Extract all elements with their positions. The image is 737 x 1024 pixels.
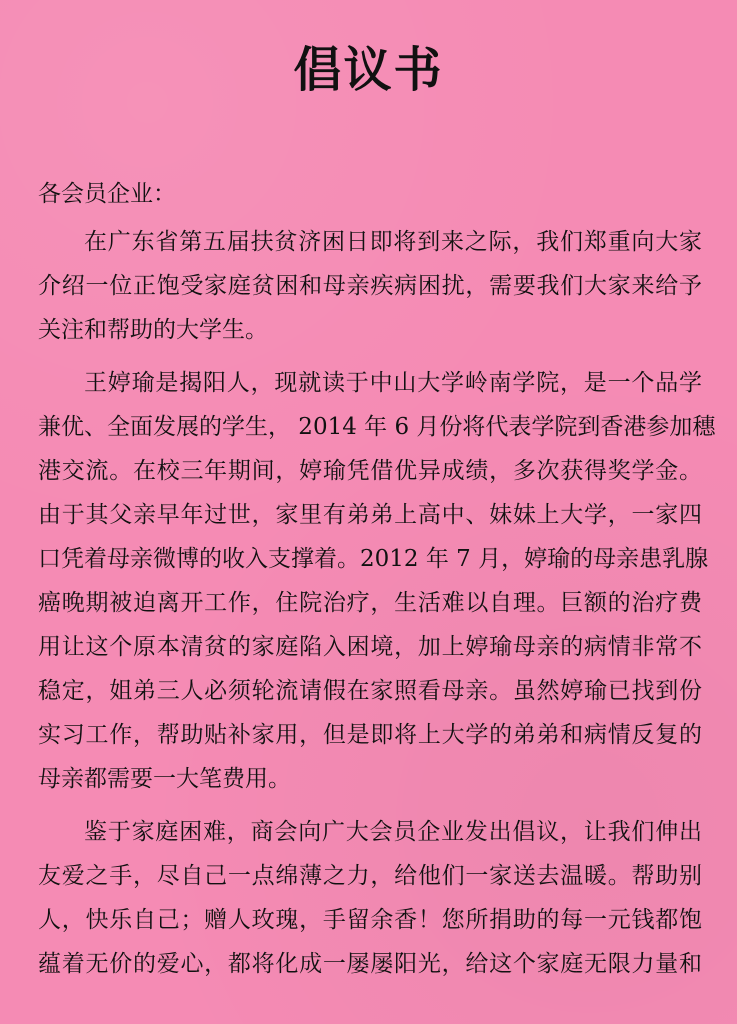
text-line: 人，快乐自己；赠人玫瑰，手留余香！您所捐助的每一元钱都饱	[38, 907, 702, 933]
document-title: 倡议书	[293, 42, 444, 98]
text-line: 稳定，姐弟三人必须轮流请假在家照看母亲。虽然婷瑜已找到份	[38, 678, 702, 704]
paragraph-1	[38, 220, 702, 352]
text-line: 鉴于家庭困难，商会向广大会员企业发出倡议，让我们伸出	[84, 819, 702, 845]
text-line: 王婷瑜是揭阳人，现就读于中山大学岭南学院，是一个品学	[84, 370, 702, 396]
paragraph-3	[38, 810, 702, 986]
text-line: 癌晚期被迫离开工作，住院治疗，生活难以自理。巨额的治疗费	[38, 590, 702, 616]
document-body	[38, 220, 716, 995]
text-line: 关注和帮助的大学生。	[38, 317, 268, 343]
text-line: 在广东省第五届扶贫济困日即将到来之际，我们郑重向大家	[84, 229, 702, 255]
text-line: 兼优、全面发展的学生， 2014 年 6 月份将代表学院到香港参加穗	[38, 414, 716, 440]
salutation: 各会员企业：	[38, 181, 176, 207]
text-line: 蕴着无价的爱心，都将化成一屡屡阳光，给这个家庭无限力量和	[38, 951, 702, 977]
text-line: 口凭着母亲微博的收入支撑着。2012 年 7 月，婷瑜的母亲患乳腺	[38, 546, 709, 572]
text-line: 介绍一位正饱受家庭贫困和母亲疾病困扰，需要我们大家来给予	[38, 273, 702, 299]
text-line: 实习工作，帮助贴补家用，但是即将上大学的弟弟和病情反复的	[38, 722, 702, 748]
paragraph-2	[38, 361, 716, 801]
text-line: 友爱之手，尽自己一点绵薄之力，给他们一家送去温暖。帮助别	[38, 863, 702, 889]
text-line: 港交流。在校三年期间，婷瑜凭借优异成绩，多次获得奖学金。	[38, 458, 702, 484]
text-line: 母亲都需要一大笔费用。	[38, 766, 291, 792]
text-line: 由于其父亲早年过世，家里有弟弟上高中、妹妹上大学，一家四	[38, 502, 702, 528]
text-line: 用让这个原本清贫的家庭陷入困境，加上婷瑜母亲的病情非常不	[38, 634, 702, 660]
